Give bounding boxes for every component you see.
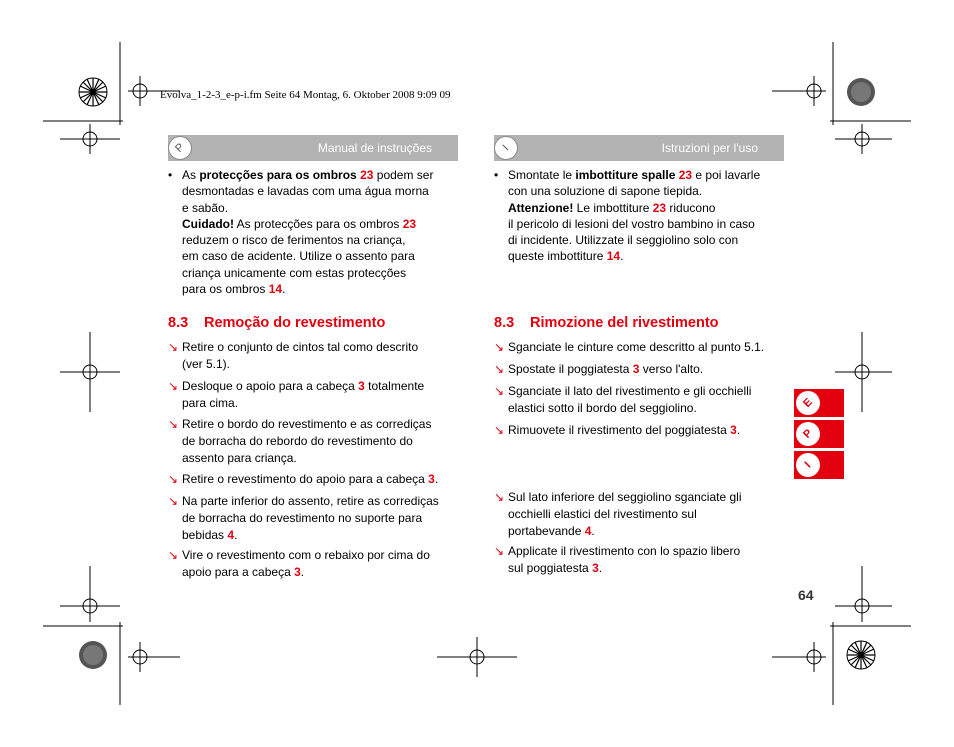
step-item xyxy=(494,339,764,356)
arrow-icon: ↘ xyxy=(494,384,505,398)
ref-number: 23 xyxy=(652,200,667,215)
arrow-icon: ↘ xyxy=(168,417,179,431)
arrow-icon: ↘ xyxy=(168,379,179,393)
bold-text: protecções para os ombros xyxy=(199,168,357,182)
text-line: desmontadas e lavadas com uma água morna xyxy=(182,184,429,199)
arrow-icon: ↘ xyxy=(494,423,505,437)
bullet-paragraph xyxy=(494,167,794,265)
text-line: assento para criança. xyxy=(182,450,297,465)
text-line: il pericolo di lesioni del vostro bambino in caso xyxy=(508,216,755,231)
text: . xyxy=(598,560,603,575)
arrow-icon: ↘ xyxy=(494,544,505,558)
text-line: de borracha do revestimento no suporte para xyxy=(182,510,423,525)
page-number: 64 xyxy=(798,587,814,603)
bullet-dot: • xyxy=(494,168,499,182)
ref-number: 14 xyxy=(268,282,283,297)
text: e poi lavarle xyxy=(692,168,761,182)
text-line: em caso de acidente. Utilize o assento para xyxy=(182,249,415,264)
text-line: occhielli elastici del rivestimento sul xyxy=(508,506,697,521)
text-line: de borracha do rebordo do revestimento do xyxy=(182,433,413,448)
language-letter: I xyxy=(500,142,512,154)
text: para os ombros xyxy=(182,282,269,297)
language-letter: P xyxy=(801,427,815,441)
ref-number: 14 xyxy=(606,249,621,264)
bold-text: imbottiture spalle xyxy=(575,168,676,182)
section-title: Rimozione del rivestimento xyxy=(530,315,719,331)
text: . xyxy=(434,472,439,486)
section-heading xyxy=(168,315,385,331)
warning-label: Attenzione! xyxy=(508,200,574,215)
text-line: para cima. xyxy=(182,395,239,410)
text: podem ser xyxy=(373,168,434,182)
arrow-icon: ↘ xyxy=(168,472,179,486)
text: Smontate le xyxy=(508,168,576,182)
text: As xyxy=(182,168,200,182)
language-badge xyxy=(796,422,820,446)
step-item xyxy=(168,339,418,373)
section-number: 8.3 xyxy=(168,315,189,331)
text: As protecções para os ombros xyxy=(234,216,403,231)
bar-label: Istruzioni per l'uso xyxy=(661,141,758,155)
language-badge xyxy=(796,453,820,477)
bullet-dot: • xyxy=(168,168,173,182)
text: verso l'alto. xyxy=(639,362,704,376)
text: Spostate il poggiatesta xyxy=(508,362,633,376)
section-number: 8.3 xyxy=(494,315,515,331)
language-bar-italian xyxy=(494,135,784,161)
language-letter: P xyxy=(173,141,187,155)
ref-number: 4 xyxy=(584,523,592,538)
text-line: di incidente. Utilizzate il seggiolino solo con xyxy=(508,233,739,248)
text: . xyxy=(234,527,238,542)
text-line: Vire o revestimento com o rebaixo por cima do xyxy=(182,548,430,562)
text: totalmente xyxy=(364,379,425,393)
language-badge xyxy=(494,136,518,160)
step-item xyxy=(494,422,740,439)
step-item xyxy=(494,489,741,539)
language-letter: I xyxy=(802,459,814,471)
text-line: Retire o conjunto de cintos tal como descrito xyxy=(182,340,419,354)
text: Le imbottiture xyxy=(573,200,653,215)
file-header: Evolva_1-2-3_e-p-i.fm Seite 64 Montag, 6. Oktober 2008 9:09 09 xyxy=(160,89,451,101)
text-line: reduzem o risco de ferimentos na criança, xyxy=(182,233,406,248)
step-item xyxy=(494,361,703,378)
language-tab-i xyxy=(794,451,844,479)
step-item xyxy=(494,383,751,417)
text: . xyxy=(591,523,595,538)
text-line: con una soluzione di sapone tiepida. xyxy=(508,184,703,199)
bar-label: Manual de instruções xyxy=(317,141,432,155)
text-line: e sabão. xyxy=(182,200,229,215)
bullet-paragraph xyxy=(168,167,468,297)
text: . xyxy=(300,564,305,579)
text: . xyxy=(736,423,741,437)
ref-number: 23 xyxy=(402,216,417,231)
text: Retire o revestimento do apoio para a cabeça xyxy=(182,472,429,486)
language-letter: E xyxy=(801,396,815,410)
ref-number: 3 xyxy=(730,423,737,437)
ref-number: 3 xyxy=(632,362,640,376)
language-tab-e xyxy=(794,389,844,417)
arrow-icon: ↘ xyxy=(494,490,505,504)
text: . xyxy=(282,282,286,297)
step-item xyxy=(168,378,424,412)
text-line: Na parte inferior do assento, retire as corrediças xyxy=(182,494,439,508)
warning-label: Cuidado! xyxy=(182,216,234,231)
ref-number: 3 xyxy=(294,564,301,579)
arrow-icon: ↘ xyxy=(494,362,505,376)
text: riducono xyxy=(666,200,716,215)
text: bebidas xyxy=(182,527,228,542)
language-tab-p xyxy=(794,420,844,448)
text-line: Sul lato inferiore del seggiolino sganciate gli xyxy=(508,490,742,504)
text-line: (ver 5.1). xyxy=(182,356,231,371)
text-line: Applicate il rivestimento con lo spazio libero xyxy=(508,544,741,558)
ref-number: 3 xyxy=(428,472,435,486)
text: queste imbottiture xyxy=(508,249,607,264)
text-line: Sganciate le cinture come descritto al punto 5.1. xyxy=(508,340,765,354)
text-line: elastici sotto il bordo del seggiolino. xyxy=(508,400,697,415)
language-bar-portuguese xyxy=(168,135,458,161)
arrow-icon: ↘ xyxy=(168,340,179,354)
step-item xyxy=(168,493,439,543)
step-item xyxy=(168,416,431,466)
text: portabevande xyxy=(508,523,585,538)
arrow-icon: ↘ xyxy=(168,548,179,562)
language-badge xyxy=(796,391,820,415)
ref-number: 23 xyxy=(360,168,374,182)
section-title: Remoção do revestimento xyxy=(204,315,386,331)
step-item xyxy=(168,547,430,581)
text-line: Retire o bordo do revestimento e as corrediças xyxy=(182,417,432,431)
ref-number: 23 xyxy=(678,168,693,182)
text-line: criança unicamente com estas protecções xyxy=(182,265,407,280)
ref-number: 4 xyxy=(227,527,235,542)
text: apoio para a cabeça xyxy=(182,564,295,579)
ref-number: 3 xyxy=(358,379,365,393)
arrow-icon: ↘ xyxy=(494,340,505,354)
step-item xyxy=(168,471,438,488)
text-line: Sganciate il lato del rivestimento e gli occhielli xyxy=(508,384,752,398)
text: . xyxy=(620,249,624,264)
text: Rimuovete il rivestimento del poggiatesta xyxy=(508,423,731,437)
section-heading xyxy=(494,315,719,331)
language-badge xyxy=(168,136,192,160)
ref-number: 3 xyxy=(592,560,599,575)
step-item xyxy=(494,543,740,577)
arrow-icon: ↘ xyxy=(168,494,179,508)
text: sul poggiatesta xyxy=(508,560,593,575)
text: Desloque o apoio para a cabeça xyxy=(182,379,359,393)
